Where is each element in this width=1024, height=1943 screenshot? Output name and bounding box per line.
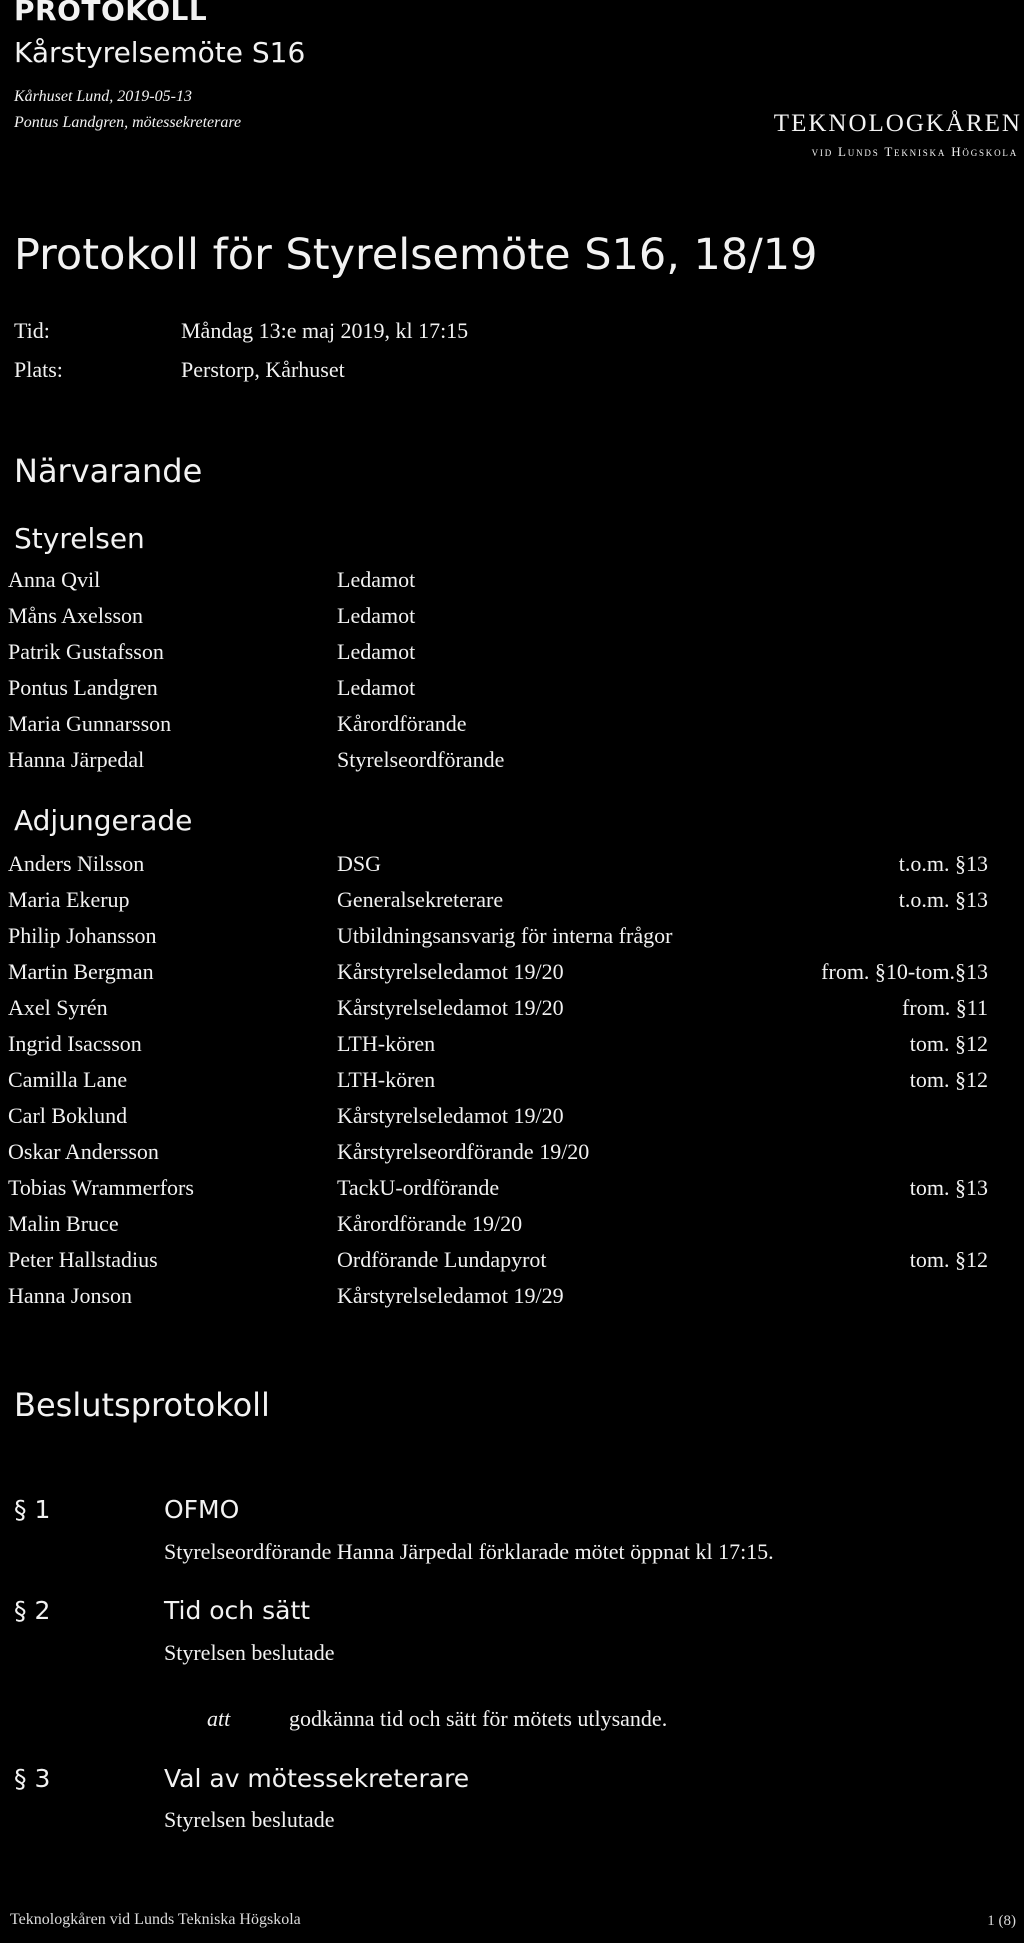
attendee-row	[0, 887, 1024, 917]
attendee-name: Måns Axelsson	[8, 603, 144, 628]
decision-att: att	[207, 1706, 231, 1731]
attendee-role: Ledamot	[337, 639, 416, 664]
footer-org: Teknologkåren vid Lunds Tekniska Högskola	[10, 1911, 301, 1928]
attendee-name: Ingrid Isacsson	[8, 1031, 142, 1056]
attendee-row	[0, 1283, 1024, 1313]
attendee-note: from. §10-tom.§13	[821, 959, 988, 984]
meeting-place-date: Kårhuset Lund, 2019-05-13	[14, 88, 192, 105]
attendee-role: Ledamot	[337, 567, 416, 592]
attendee-role: Kårstyrelseledamot 19/20	[337, 1103, 564, 1128]
attendee-row	[0, 639, 1024, 669]
page-title: Protokoll för Styrelsemöte S16, 18/19	[14, 230, 818, 280]
attendee-note: tom. §13	[909, 1175, 988, 1200]
decision-text: godkänna tid och sätt för mötets utlysande.	[289, 1706, 668, 1731]
attendee-name: Oskar Andersson	[8, 1139, 159, 1164]
attendee-role: LTH-kören	[337, 1031, 436, 1056]
attendee-role: Utbildningsansvarig för interna frågor	[337, 923, 673, 948]
attendance-heading: Närvarande	[14, 452, 203, 490]
attendee-role: TackU-ordförande	[337, 1175, 500, 1200]
attendee-name: Malin Bruce	[8, 1211, 119, 1236]
attendee-row	[0, 1067, 1024, 1097]
attendee-role: Ledamot	[337, 675, 416, 700]
attendee-role: DSG	[337, 851, 382, 876]
place-value: Perstorp, Kårhuset	[181, 357, 345, 382]
attendee-name: Anna Qvil	[8, 567, 101, 592]
attendee-row	[0, 567, 1024, 597]
attendee-row	[0, 1139, 1024, 1169]
org-subtitle: vid Lunds Tekniska Högskola	[811, 144, 1018, 159]
attendee-row	[0, 1103, 1024, 1133]
section-number: § 2	[14, 1596, 51, 1625]
attendee-role: Generalsekreterare	[337, 887, 504, 912]
attendee-role: Kårstyrelseledamot 19/20	[337, 995, 564, 1020]
time-label: Tid:	[14, 318, 50, 343]
attendee-note: from. §11	[902, 995, 988, 1020]
attendee-row	[0, 959, 1024, 989]
attendee-name: Hanna Jonson	[8, 1283, 133, 1308]
attendee-role: Ledamot	[337, 603, 416, 628]
attendee-role: Kårordförande	[337, 711, 467, 736]
section-title: OFMO	[164, 1495, 240, 1524]
decisions-heading: Beslutsprotokoll	[14, 1386, 270, 1424]
attendee-row	[0, 603, 1024, 633]
attendee-name: Martin Bergman	[8, 959, 154, 984]
place-label: Plats:	[14, 357, 63, 382]
attendee-row	[0, 1247, 1024, 1277]
attendee-name: Philip Johansson	[8, 923, 157, 948]
attendee-row	[0, 923, 1024, 953]
attendee-row	[0, 995, 1024, 1025]
attendee-name: Carl Boklund	[8, 1103, 128, 1128]
board-heading: Styrelsen	[14, 522, 145, 555]
attendee-name: Patrik Gustafsson	[8, 639, 164, 664]
meeting-secretary: Pontus Landgren, mötessekreterare	[14, 114, 242, 131]
attendee-name: Pontus Landgren	[8, 675, 158, 700]
attendee-row	[0, 711, 1024, 741]
attendee-row	[0, 747, 1024, 777]
attendee-name: Peter Hallstadius	[8, 1247, 158, 1272]
attendee-role: Kårstyrelseledamot 19/29	[337, 1283, 564, 1308]
attendee-name: Axel Syrén	[8, 995, 108, 1020]
attendee-note: t.o.m. §13	[898, 887, 988, 912]
time-value: Måndag 13:e maj 2019, kl 17:15	[181, 318, 469, 343]
attendee-row	[0, 675, 1024, 705]
section-number: § 3	[14, 1764, 51, 1793]
document-subtitle: Kårstyrelsemöte S16	[14, 36, 306, 69]
attendee-name: Maria Gunnarsson	[8, 711, 172, 736]
attendee-name: Camilla Lane	[8, 1067, 128, 1092]
attendee-note: tom. §12	[909, 1067, 988, 1092]
attendee-role: Kårordförande 19/20	[337, 1211, 523, 1236]
attendee-role: Ordförande Lundapyrot	[337, 1247, 547, 1272]
attendee-row	[0, 1175, 1024, 1205]
attendee-name: Maria Ekerup	[8, 887, 130, 912]
attendee-role: LTH-kören	[337, 1067, 436, 1092]
attendee-name: Anders Nilsson	[8, 851, 145, 876]
page-number: 1 (8)	[987, 1913, 1016, 1929]
attendee-role: Kårstyrelseordförande 19/20	[337, 1139, 590, 1164]
attendee-name: Tobias Wrammerfors	[8, 1175, 194, 1200]
org-name: TEKNOLOGKÅREN	[773, 110, 1022, 137]
attendee-row	[0, 1211, 1024, 1241]
section-text: Styrelseordförande Hanna Järpedal förklarade mötet öppnat kl 17:15.	[164, 1539, 774, 1564]
attendee-note: t.o.m. §13	[898, 851, 988, 876]
attendee-note: tom. §12	[909, 1247, 988, 1272]
section-text: Styrelsen beslutade	[164, 1807, 335, 1832]
section-text: Styrelsen beslutade	[164, 1640, 335, 1665]
attendee-row	[0, 851, 1024, 881]
attendee-note: tom. §12	[909, 1031, 988, 1056]
attendee-name: Hanna Järpedal	[8, 747, 145, 772]
attendee-role: Kårstyrelseledamot 19/20	[337, 959, 564, 984]
section-number: § 1	[14, 1495, 51, 1524]
section-title: Tid och sätt	[164, 1596, 311, 1625]
section-title: Val av mötessekreterare	[164, 1764, 470, 1793]
attendee-role: Styrelseordförande	[337, 747, 505, 772]
adjunct-heading: Adjungerade	[14, 804, 193, 837]
document-kicker: PROTOKOLL	[14, 0, 208, 27]
attendee-row	[0, 1031, 1024, 1061]
